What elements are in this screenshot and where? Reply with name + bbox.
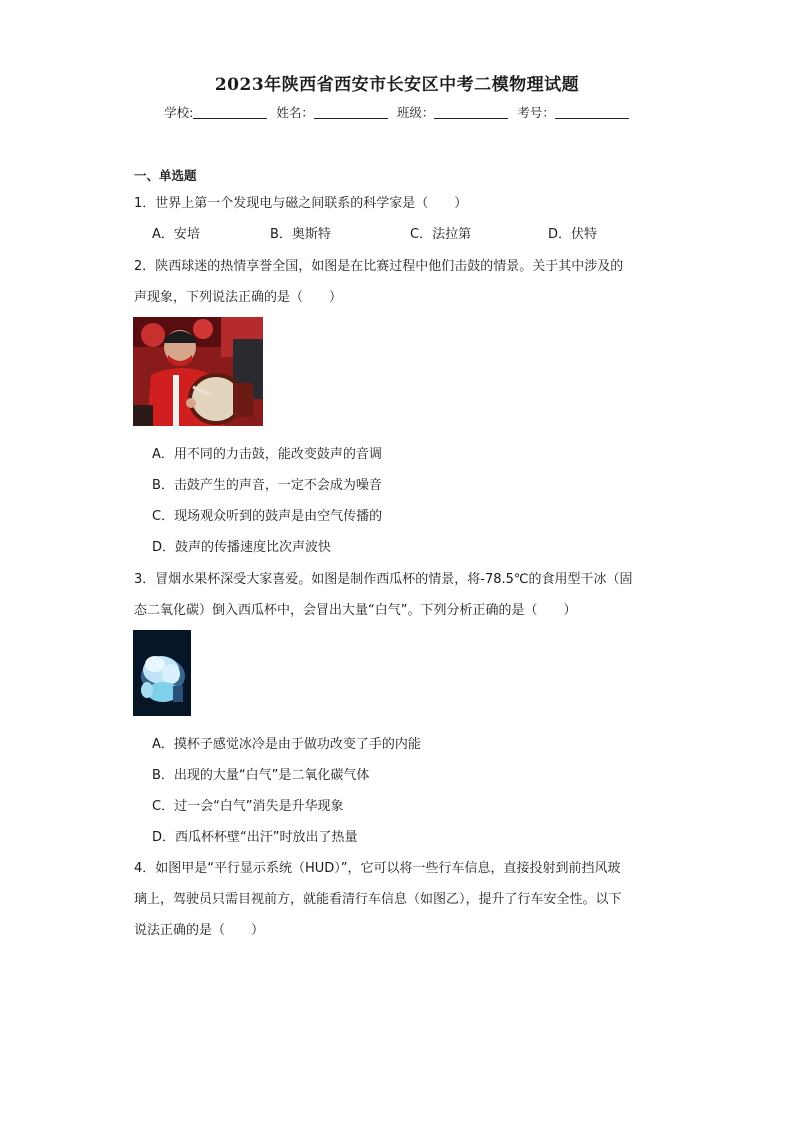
class-label: 班级： <box>396 105 435 120</box>
q4-stem-line2: 璃上，驾驶员只需目视前方，就能看清行车信息（如图乙），提升了行车安全性。以下 <box>134 892 622 907</box>
q2-option-b: B．击鼓产生的声音，一定不会成为噪音 <box>152 478 382 493</box>
exam-number-blank[interactable] <box>555 105 629 119</box>
name-blank[interactable] <box>314 105 388 119</box>
q2-option-a: A．用不同的力击鼓，能改变鼓声的音调 <box>152 447 382 462</box>
drum-fans-photo <box>133 317 263 426</box>
q3-option-d: D．西瓜杯杯壁“出汗”时放出了热量 <box>152 830 358 845</box>
q3-stem-line2: 态二氧化碳）倒入西瓜杯中，会冒出大量“白气”。下列分析正确的是（ ） <box>134 603 577 618</box>
q1-option-c: C．法拉第 <box>410 227 472 242</box>
q2-option-d: D．鼓声的传播速度比次声波快 <box>152 540 332 555</box>
school-blank[interactable] <box>193 105 267 119</box>
q2-stem-line1: 2．陕西球迷的热情享誉全国，如图是在比赛过程中他们击鼓的情景。关于其中涉及的 <box>134 259 624 274</box>
q2-option-c: C．现场观众听到的鼓声是由空气传播的 <box>152 509 383 524</box>
q4-stem-line3: 说法正确的是（ ） <box>134 923 265 938</box>
school-label: 学校: <box>164 105 194 120</box>
exam-title: 2023年陕西省西安市长安区中考二模物理试题 <box>214 75 580 95</box>
q1-option-a: A．安培 <box>152 227 200 242</box>
watermelon-cup-photo <box>133 630 191 716</box>
student-info-line <box>0 103 794 121</box>
exam-number-label: 考号： <box>517 105 555 120</box>
class-blank[interactable] <box>434 105 508 119</box>
q4-stem-line1: 4．如图甲是“平行显示系统（HUD）”，它可以将一些行车信息，直接投射到前挡风玻 <box>134 861 621 876</box>
q3-option-c: C．过一会“白气”消失是升华现象 <box>152 799 344 814</box>
q1-option-b: B．奥斯特 <box>270 227 331 242</box>
name-label: 姓名： <box>276 105 314 120</box>
q3-stem-line1: 3．冒烟水果杯深受大家喜爱。如图是制作西瓜杯的情景，将-78.5℃的食用型干冰（固 <box>134 572 633 587</box>
q3-option-b: B．出现的大量“白气”是二氧化碳气体 <box>152 768 370 783</box>
section-heading: 一、单选题 <box>134 168 197 183</box>
q2-stem-line2: 声现象，下列说法正确的是（ ） <box>134 290 343 305</box>
q3-option-a: A．摸杯子感觉冰冷是由于做功改变了手的内能 <box>152 737 421 752</box>
q1-option-d: D．伏特 <box>548 227 598 242</box>
q1-stem: 1．世界上第一个发现电与磁之间联系的科学家是（ ） <box>134 196 468 211</box>
